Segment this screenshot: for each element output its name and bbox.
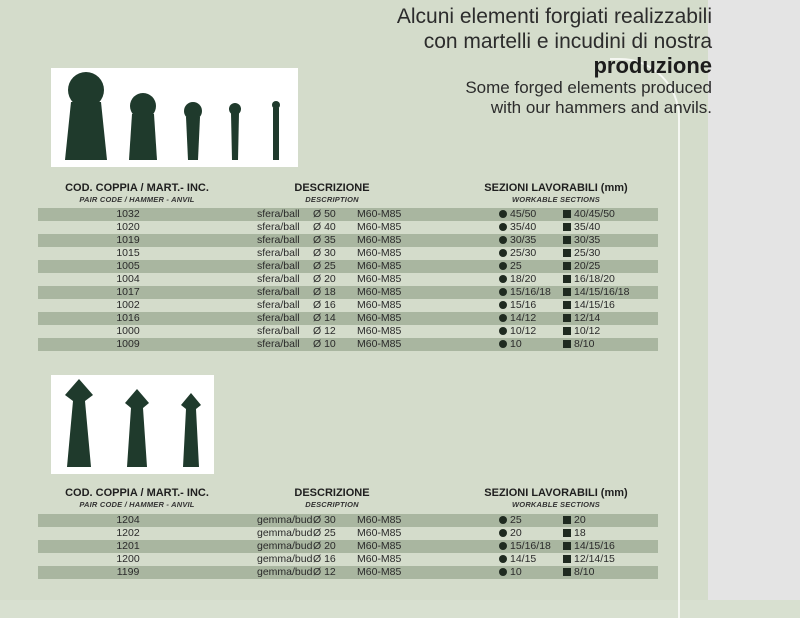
shape-type: sfera/ball: [257, 286, 300, 298]
sections-header-2: [480, 487, 632, 511]
round-section-icon: [499, 301, 507, 309]
square-section-value: 30/35: [574, 234, 601, 246]
square-section-icon: [563, 275, 571, 283]
description: [257, 247, 401, 260]
machine-model: M60-M85: [357, 273, 402, 285]
round-section: [499, 553, 536, 566]
machine-model: M60-M85: [357, 299, 402, 311]
square-section-icon: [563, 327, 571, 335]
description: [257, 325, 401, 338]
square-section-icon: [563, 568, 571, 576]
table-row: [38, 208, 658, 221]
table-row: [38, 260, 658, 273]
diameter: Ø 25: [313, 527, 336, 539]
round-section: [499, 325, 536, 338]
description: [257, 566, 401, 579]
machine-model: M60-M85: [357, 527, 402, 539]
pair-code: 1016: [116, 312, 140, 324]
diameter: Ø 10: [313, 338, 336, 350]
description: [257, 299, 401, 312]
machine-model: M60-M85: [357, 338, 402, 350]
table-row: [38, 312, 658, 325]
round-section-value: 10: [510, 566, 522, 578]
machine-model: M60-M85: [357, 286, 402, 298]
bud-pieces-illustration: [51, 375, 214, 474]
square-section-icon: [563, 555, 571, 563]
machine-model: M60-M85: [357, 325, 402, 337]
title-italian-line1: Alcuni elementi forgiati realizzabili: [396, 5, 712, 28]
description-header-2: [282, 487, 382, 511]
description: [257, 208, 401, 221]
round-section-icon: [499, 314, 507, 322]
shape-type: sfera/ball: [257, 299, 300, 311]
round-section: [499, 247, 536, 260]
title-english-line1: Some forged elements produced: [465, 78, 712, 97]
description: [257, 338, 401, 351]
table-row: [38, 338, 658, 351]
machine-model: M60-M85: [357, 208, 402, 220]
round-section-icon: [499, 249, 507, 257]
shape-type: gemma/bud: [257, 527, 313, 539]
table-row: [38, 234, 658, 247]
diameter: Ø 12: [313, 325, 336, 337]
diameter: Ø 16: [313, 299, 336, 311]
square-section: [563, 527, 586, 540]
square-section-value: 18: [574, 527, 586, 539]
diameter: Ø 12: [313, 566, 336, 578]
description-header-label: DESCRIZIONE: [294, 182, 370, 194]
square-section: [563, 299, 615, 312]
description-header-sublabel-2: DESCRIPTION: [305, 500, 359, 509]
square-section-icon: [563, 288, 571, 296]
pair-code: 1201: [116, 540, 140, 552]
sections-header-label-2: SEZIONI LAVORABILI (mm): [484, 487, 628, 499]
round-section-value: 14/12: [510, 312, 537, 324]
round-section: [499, 540, 551, 553]
table-row: [38, 325, 658, 338]
shape-type: sfera/ball: [257, 234, 300, 246]
square-section: [563, 566, 594, 579]
round-section-value: 20: [510, 527, 522, 539]
round-section: [499, 514, 522, 527]
shape-type: gemma/bud: [257, 540, 313, 552]
table-row: [38, 514, 658, 527]
description: [257, 312, 401, 325]
square-section-value: 25/30: [574, 247, 601, 259]
round-section: [499, 338, 522, 351]
shape-type: sfera/ball: [257, 312, 300, 324]
shape-type: sfera/ball: [257, 221, 300, 233]
bud-pieces-photo: [51, 375, 214, 474]
round-section-icon: [499, 236, 507, 244]
shape-type: sfera/ball: [257, 273, 300, 285]
round-section-value: 25: [510, 260, 522, 272]
round-section: [499, 286, 551, 299]
shape-type: gemma/bud: [257, 514, 313, 526]
diameter: Ø 30: [313, 514, 336, 526]
pair-code: 1020: [116, 221, 140, 233]
pair-code: 1004: [116, 273, 140, 285]
round-section-icon: [499, 275, 507, 283]
description: [257, 553, 401, 566]
square-section-value: 10/12: [574, 325, 601, 337]
square-section: [563, 312, 600, 325]
table-row: [38, 247, 658, 260]
round-section-value: 10: [510, 338, 522, 350]
title-english-line2: with our hammers and anvils.: [490, 98, 712, 117]
round-section-icon: [499, 340, 507, 348]
square-section-icon: [563, 249, 571, 257]
code-header: [62, 182, 212, 206]
pair-code: 1000: [116, 325, 140, 337]
round-section: [499, 299, 536, 312]
ball-pieces-photo: [51, 68, 298, 167]
round-section-icon: [499, 262, 507, 270]
square-section-icon: [563, 314, 571, 322]
ball-pieces-illustration: [51, 68, 298, 167]
pair-code: 1019: [116, 234, 140, 246]
square-section-value: 16/18/20: [574, 273, 615, 285]
machine-model: M60-M85: [357, 221, 402, 233]
sections-header-label: SEZIONI LAVORABILI (mm): [484, 182, 628, 194]
square-section-value: 8/10: [574, 566, 595, 578]
round-section: [499, 566, 522, 579]
shape-type: sfera/ball: [257, 247, 300, 259]
square-section: [563, 338, 594, 351]
square-section-value: 14/15/16: [574, 540, 615, 552]
shape-type: sfera/ball: [257, 338, 300, 350]
diameter: Ø 20: [313, 540, 336, 552]
description-header-label-2: DESCRIZIONE: [294, 487, 370, 499]
sections-header: [480, 182, 632, 206]
square-section: [563, 553, 615, 566]
round-section-icon: [499, 288, 507, 296]
description: [257, 234, 401, 247]
shape-type: sfera/ball: [257, 325, 300, 337]
square-section-icon: [563, 210, 571, 218]
square-section: [563, 514, 586, 527]
round-section-icon: [499, 327, 507, 335]
machine-model: M60-M85: [357, 247, 402, 259]
diameter: Ø 50: [313, 208, 336, 220]
sections-header-sublabel-2: WORKABLE SECTIONS: [512, 500, 600, 509]
shape-type: sfera/ball: [257, 260, 300, 272]
description: [257, 286, 401, 299]
page-title: [397, 4, 712, 118]
diameter: Ø 35: [313, 234, 336, 246]
description: [257, 540, 401, 553]
square-section-value: 14/15/16/18: [574, 286, 630, 298]
code-header-label-2: COD. COPPIA / MART.- INC.: [65, 487, 209, 499]
machine-model: M60-M85: [357, 234, 402, 246]
square-section-icon: [563, 301, 571, 309]
diameter: Ø 30: [313, 247, 336, 259]
round-section-value: 14/15: [510, 553, 537, 565]
page-margin: [708, 0, 800, 600]
diameter: Ø 40: [313, 221, 336, 233]
description: [257, 273, 401, 286]
table-row: [38, 221, 658, 234]
square-section: [563, 247, 600, 260]
square-section: [563, 260, 600, 273]
diameter: Ø 16: [313, 553, 336, 565]
square-section: [563, 208, 615, 221]
square-section: [563, 221, 600, 234]
shape-type: gemma/bud: [257, 566, 313, 578]
square-section-value: 12/14: [574, 312, 601, 324]
square-section-value: 35/40: [574, 221, 601, 233]
pair-code: 1032: [116, 208, 140, 220]
table-row: [38, 553, 658, 566]
round-section-value: 45/50: [510, 208, 537, 220]
description: [257, 527, 401, 540]
pair-code: 1200: [116, 553, 140, 565]
square-section-value: 20: [574, 514, 586, 526]
round-section: [499, 527, 522, 540]
square-section-icon: [563, 529, 571, 537]
square-section-icon: [563, 262, 571, 270]
square-section: [563, 325, 600, 338]
code-header-sublabel-2: PAIR CODE / HAMMER - ANVIL: [79, 500, 195, 509]
square-section: [563, 286, 629, 299]
diameter: Ø 25: [313, 260, 336, 272]
round-section-icon: [499, 542, 507, 550]
pair-code: 1017: [116, 286, 140, 298]
square-section-value: 8/10: [574, 338, 595, 350]
diameter: Ø 14: [313, 312, 336, 324]
round-section-icon: [499, 568, 507, 576]
round-section-icon: [499, 529, 507, 537]
round-section-icon: [499, 210, 507, 218]
shape-type: sfera/ball: [257, 208, 300, 220]
title-italian-line2: con martelli e incudini di nostra: [423, 30, 712, 53]
description: [257, 260, 401, 273]
round-section-value: 30/35: [510, 234, 537, 246]
square-section-icon: [563, 223, 571, 231]
square-section-value: 12/14/15: [574, 553, 615, 565]
code-header-2: [62, 487, 212, 511]
machine-model: M60-M85: [357, 553, 402, 565]
round-section-value: 25: [510, 514, 522, 526]
square-section: [563, 540, 615, 553]
machine-model: M60-M85: [357, 514, 402, 526]
round-section-value: 18/20: [510, 273, 537, 285]
round-section-value: 15/16/18: [510, 286, 551, 298]
code-header-sublabel: PAIR CODE / HAMMER - ANVIL: [79, 195, 195, 204]
description: [257, 221, 401, 234]
sections-header-sublabel: WORKABLE SECTIONS: [512, 195, 600, 204]
pair-code: 1202: [116, 527, 140, 539]
pair-code: 1009: [116, 338, 140, 350]
round-section-icon: [499, 223, 507, 231]
pair-code: 1005: [116, 260, 140, 272]
table-row: [38, 286, 658, 299]
pair-code: 1199: [116, 566, 140, 578]
round-section-value: 25/30: [510, 247, 537, 259]
ball-table: [38, 208, 658, 351]
diameter: Ø 18: [313, 286, 336, 298]
code-header-label: COD. COPPIA / MART.- INC.: [65, 182, 209, 194]
description-header-sublabel: DESCRIPTION: [305, 195, 359, 204]
square-section-value: 14/15/16: [574, 299, 615, 311]
description: [257, 514, 401, 527]
table-row: [38, 299, 658, 312]
round-section: [499, 208, 536, 221]
table-row: [38, 273, 658, 286]
square-section-icon: [563, 236, 571, 244]
round-section-value: 15/16: [510, 299, 537, 311]
square-section: [563, 234, 600, 247]
machine-model: M60-M85: [357, 540, 402, 552]
square-section-value: 20/25: [574, 260, 601, 272]
square-section-value: 40/45/50: [574, 208, 615, 220]
bud-table: [38, 514, 658, 579]
square-section-icon: [563, 516, 571, 524]
pair-code: 1204: [116, 514, 140, 526]
description-header: [282, 182, 382, 206]
diameter: Ø 20: [313, 273, 336, 285]
square-section-icon: [563, 542, 571, 550]
round-section-value: 35/40: [510, 221, 537, 233]
round-section: [499, 234, 536, 247]
pair-code: 1002: [116, 299, 140, 311]
table-row: [38, 527, 658, 540]
round-section: [499, 221, 536, 234]
machine-model: M60-M85: [357, 566, 402, 578]
shape-type: gemma/bud: [257, 553, 313, 565]
round-section: [499, 273, 536, 286]
round-section-value: 10/12: [510, 325, 537, 337]
square-section: [563, 273, 615, 286]
machine-model: M60-M85: [357, 312, 402, 324]
title-italian-bold: produzione: [593, 53, 712, 78]
round-section: [499, 312, 536, 325]
round-section: [499, 260, 522, 273]
round-section-value: 15/16/18: [510, 540, 551, 552]
table-row: [38, 540, 658, 553]
round-section-icon: [499, 555, 507, 563]
machine-model: M60-M85: [357, 260, 402, 272]
round-section-icon: [499, 516, 507, 524]
table-row: [38, 566, 658, 579]
square-section-icon: [563, 340, 571, 348]
pair-code: 1015: [116, 247, 140, 259]
